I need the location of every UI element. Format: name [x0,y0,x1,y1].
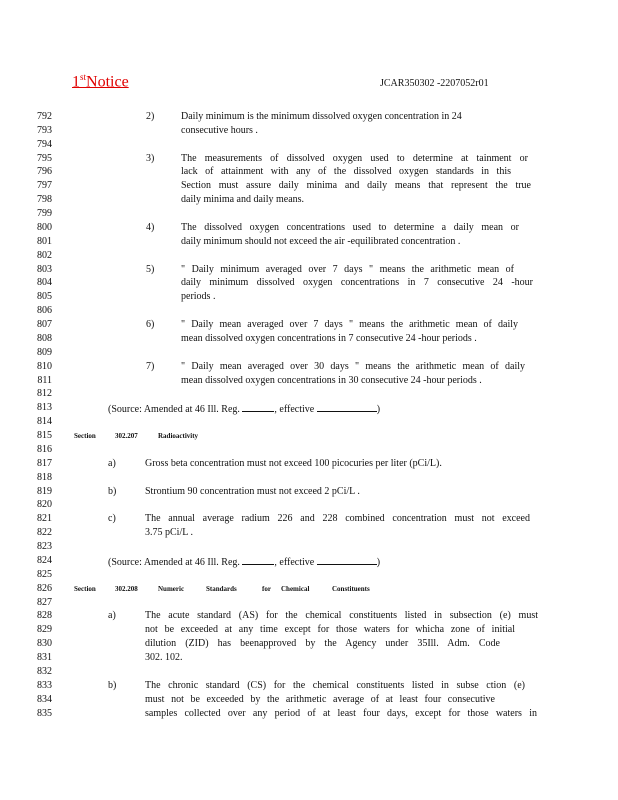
item-5-number: 5) [146,264,155,275]
subsection-a-line-1: The acute standard (AS) for the chemical constituents listed in subsection (e) must [145,610,538,621]
item-3-line-3: Section must assure daily minima and daily means that represent the true [181,180,531,191]
line-number: 803 [37,264,52,275]
line-number: 817 [37,458,52,469]
line-number: 832 [37,666,52,677]
subsection-a-line-3: dilution (ZID) has beenapproved by the Agency under 35Ill. Adm. Code [145,638,500,649]
line-number: 809 [37,347,52,358]
first-notice-heading: 1stNotice [72,72,129,91]
item-2-line-2: consecutive hours . [181,125,258,136]
line-number: 810 [37,361,52,372]
section-label: Section [74,585,96,593]
reg-blank [242,402,274,412]
line-number: 798 [37,194,52,205]
line-number: 823 [37,541,52,552]
subsection-b-line-2: must not be exceeded by the arithmetic average of at least four consecutive [145,694,495,705]
line-number: 801 [37,236,52,247]
line-number: 806 [37,305,52,316]
item-6-number: 6) [146,319,155,330]
subsection-a-line-2: not be exceeded at any time except for those waters for whicha zone of initial [145,624,515,635]
line-number: 804 [37,277,52,288]
line-number: 816 [37,444,52,455]
line-number: 814 [37,416,52,427]
line-number: 792 [37,111,52,122]
line-number: 829 [37,624,52,635]
item-6-line-1: " Daily mean averaged over 7 days " means the arithmetic mean of daily [181,319,518,330]
line-number: 812 [37,388,52,399]
line-number: 825 [37,569,52,580]
subsection-b-label: b) [108,486,117,497]
subsection-a-text: Gross beta concentration must not exceed 100 picocuries per liter (pCi/L). [145,458,442,469]
line-number: 799 [37,208,52,219]
effective-date-blank [317,402,377,412]
item-3-line-4: daily minima and daily means. [181,194,305,205]
line-number: 793 [37,125,52,136]
item-4-line-1: The dissolved oxygen concentrations used to determine a daily mean or [181,222,519,233]
subsection-c-line-2: 3.75 pCi/L . [145,527,193,538]
subsection-a-label: a) [108,610,116,621]
source-note: (Source: Amended at 46 Ill. Reg. , effective ) [108,404,381,415]
line-number: 830 [37,638,52,649]
line-number: 797 [37,180,52,191]
line-number: 831 [37,652,52,663]
line-number: 827 [37,597,52,608]
source-note: (Source: Amended at 46 Ill. Reg. , effective ) [108,557,381,568]
item-7-number: 7) [146,361,155,372]
line-number: 833 [37,680,52,691]
item-4-number: 4) [146,222,155,233]
item-5-line-3: periods . [181,291,216,302]
subsection-b-line-1: The chronic standard (CS) for the chemical constituents listed in subse ction (e) [145,680,525,691]
section-title-word: Chemical [281,585,310,593]
effective-date-blank [317,555,377,565]
line-number: 802 [37,250,52,261]
line-number: 835 [37,708,52,719]
line-number: 800 [37,222,52,233]
line-number: 813 [37,402,52,413]
section-title: Radioactivity [158,432,199,440]
line-number: 815 [37,430,52,441]
line-number: 795 [37,153,52,164]
line-number: 826 [37,583,52,594]
line-number: 818 [37,472,52,483]
section-label: Section [74,432,96,440]
item-5-line-1: " Daily minimum averaged over 7 days " means the arithmetic mean of [181,264,514,275]
line-number: 808 [37,333,52,344]
section-title-word: Numeric [158,585,185,593]
line-number: 796 [37,166,52,177]
line-number: 824 [37,555,52,566]
line-number: 819 [37,486,52,497]
line-number: 828 [37,610,52,621]
item-6-line-2: mean dissolved oxygen concentrations in 7 consecutive 24 -hour periods . [181,333,477,344]
line-number: 807 [37,319,52,330]
line-number: 834 [37,694,52,705]
item-2-line-1: Daily minimum is the minimum dissolved oxygen concentration in 24 [181,111,462,122]
subsection-b-label: b) [108,680,117,691]
subsection-b-text: Strontium 90 concentration must not exceed 2 pCi/L . [145,486,360,497]
section-title-word: Constituents [332,585,370,593]
line-number: 811 [37,375,52,386]
item-3-line-2: lack of attainment with any of the dissolved oxygen standards in this [181,166,511,177]
subsection-b-line-3: samples collected over any period of at least four days, except for those waters in [145,708,537,719]
line-number: 822 [37,527,52,538]
document-id: JCAR350302 -2207052r01 [380,78,489,89]
item-7-line-1: " Daily mean averaged over 30 days " means the arithmetic mean of daily [181,361,525,372]
item-5-line-2: daily minimum dissolved oxygen concentrations in 7 consecutive 24 -hour [181,277,533,288]
reg-blank [242,555,274,565]
section-number: 302.208 [115,585,138,593]
section-title-word: for [262,585,271,593]
item-4-line-2: daily minimum should not exceed the air -equilibrated concentration . [181,236,461,247]
line-number: 821 [37,513,52,524]
subsection-a-label: a) [108,458,116,469]
subsection-c-line-1: The annual average radium 226 and 228 combined concentration must not exceed [145,513,530,524]
item-3-line-1: The measurements of dissolved oxygen used to determine at tainment or [181,153,528,164]
line-number: 820 [37,499,52,510]
item-3-number: 3) [146,153,155,164]
item-7-line-2: mean dissolved oxygen concentrations in 30 consecutive 24 -hour periods . [181,375,482,386]
subsection-a-line-4: 302. 102. [145,652,183,663]
line-number: 794 [37,139,52,150]
section-title-word: Standards [206,585,237,593]
section-number: 302.207 [115,432,138,440]
line-number: 805 [37,291,52,302]
subsection-c-label: c) [108,513,116,524]
item-2-number: 2) [146,111,155,122]
